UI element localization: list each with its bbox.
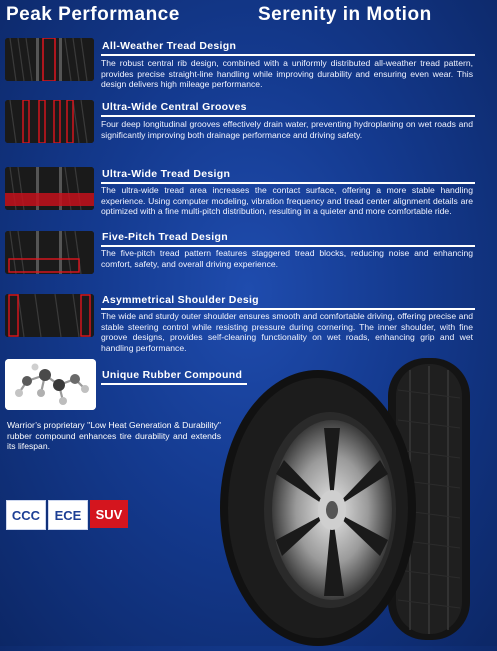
tread-thumb-central-grooves: [5, 100, 94, 143]
tire-product-image: [220, 350, 497, 646]
feature-desc-five-pitch: The five-pitch tread pattern features staggered tread blocks, reducing noise and enhancing comfort, safety, and overall driving experience.: [101, 248, 473, 269]
badge-ece: ECE: [48, 500, 88, 530]
feature-title-five-pitch: Five-Pitch Tread Design: [102, 231, 228, 243]
compound-desc: Warrior’s proprietary "Low Heat Generation & Durability" rubber compound enhances tire durability and extends its lifespan.: [7, 420, 221, 452]
front-tire-icon: [220, 370, 416, 646]
tread-thumb-asymmetrical: [5, 294, 94, 337]
badge-ccc: CCC: [6, 500, 46, 530]
badge-suv: SUV: [90, 500, 128, 528]
feature-desc-central-grooves: Four deep longitudinal grooves effectively drain water, preventing hydroplaning on wet roads and significantly improving both drainage performance and driving safety.: [101, 119, 473, 140]
certification-badges: [6, 500, 128, 528]
feature-desc-ultra-wide: The ultra-wide tread area increases the contact surface, offering a more stable handling experience. Using computer modeling, vibration frequency and tread center alignment details are optimized with a fine multi-pitch distribution, resulting in a quieter and more comfortable ride.: [101, 185, 473, 217]
feature-divider: [101, 182, 475, 184]
tread-thumb-ultra-wide: [5, 167, 94, 210]
feature-divider: [101, 308, 475, 310]
header-left-title: Peak Performance: [6, 4, 180, 25]
feature-divider: [101, 54, 475, 56]
feature-desc-asymmetrical: The wide and sturdy outer shoulder ensures smooth and comfortable driving, offering precise and stable steering control while resisting pressure during cornering. The inner shoulder, with fine groove designs, provides self-cleaning functionality on wet roads, enhancing grip and wet handling performance.: [101, 311, 473, 353]
compound-title: Unique Rubber Compound: [102, 369, 243, 381]
header: [0, 0, 497, 34]
feature-divider: [101, 245, 475, 247]
feature-title-central-grooves: Ultra-Wide Central Grooves: [102, 101, 247, 113]
molecule-icon: [5, 359, 96, 410]
tread-thumb-all-weather: [5, 38, 94, 81]
feature-title-asymmetrical: Asymmetrical Shoulder Desig: [102, 294, 259, 306]
tread-thumb-five-pitch: [5, 231, 94, 274]
header-right-title: Serenity in Motion: [258, 4, 432, 25]
feature-title-all-weather: All-Weather Tread Design: [102, 40, 237, 52]
feature-divider: [101, 115, 475, 117]
feature-desc-all-weather: The robust central rib design, combined with a uniformly distributed all-weather tread pattern, provides precise straight-line handling while improving durability and ensuring even wear. This design delivers high mileage performance.: [101, 58, 473, 90]
feature-title-ultra-wide: Ultra-Wide Tread Design: [102, 168, 231, 180]
